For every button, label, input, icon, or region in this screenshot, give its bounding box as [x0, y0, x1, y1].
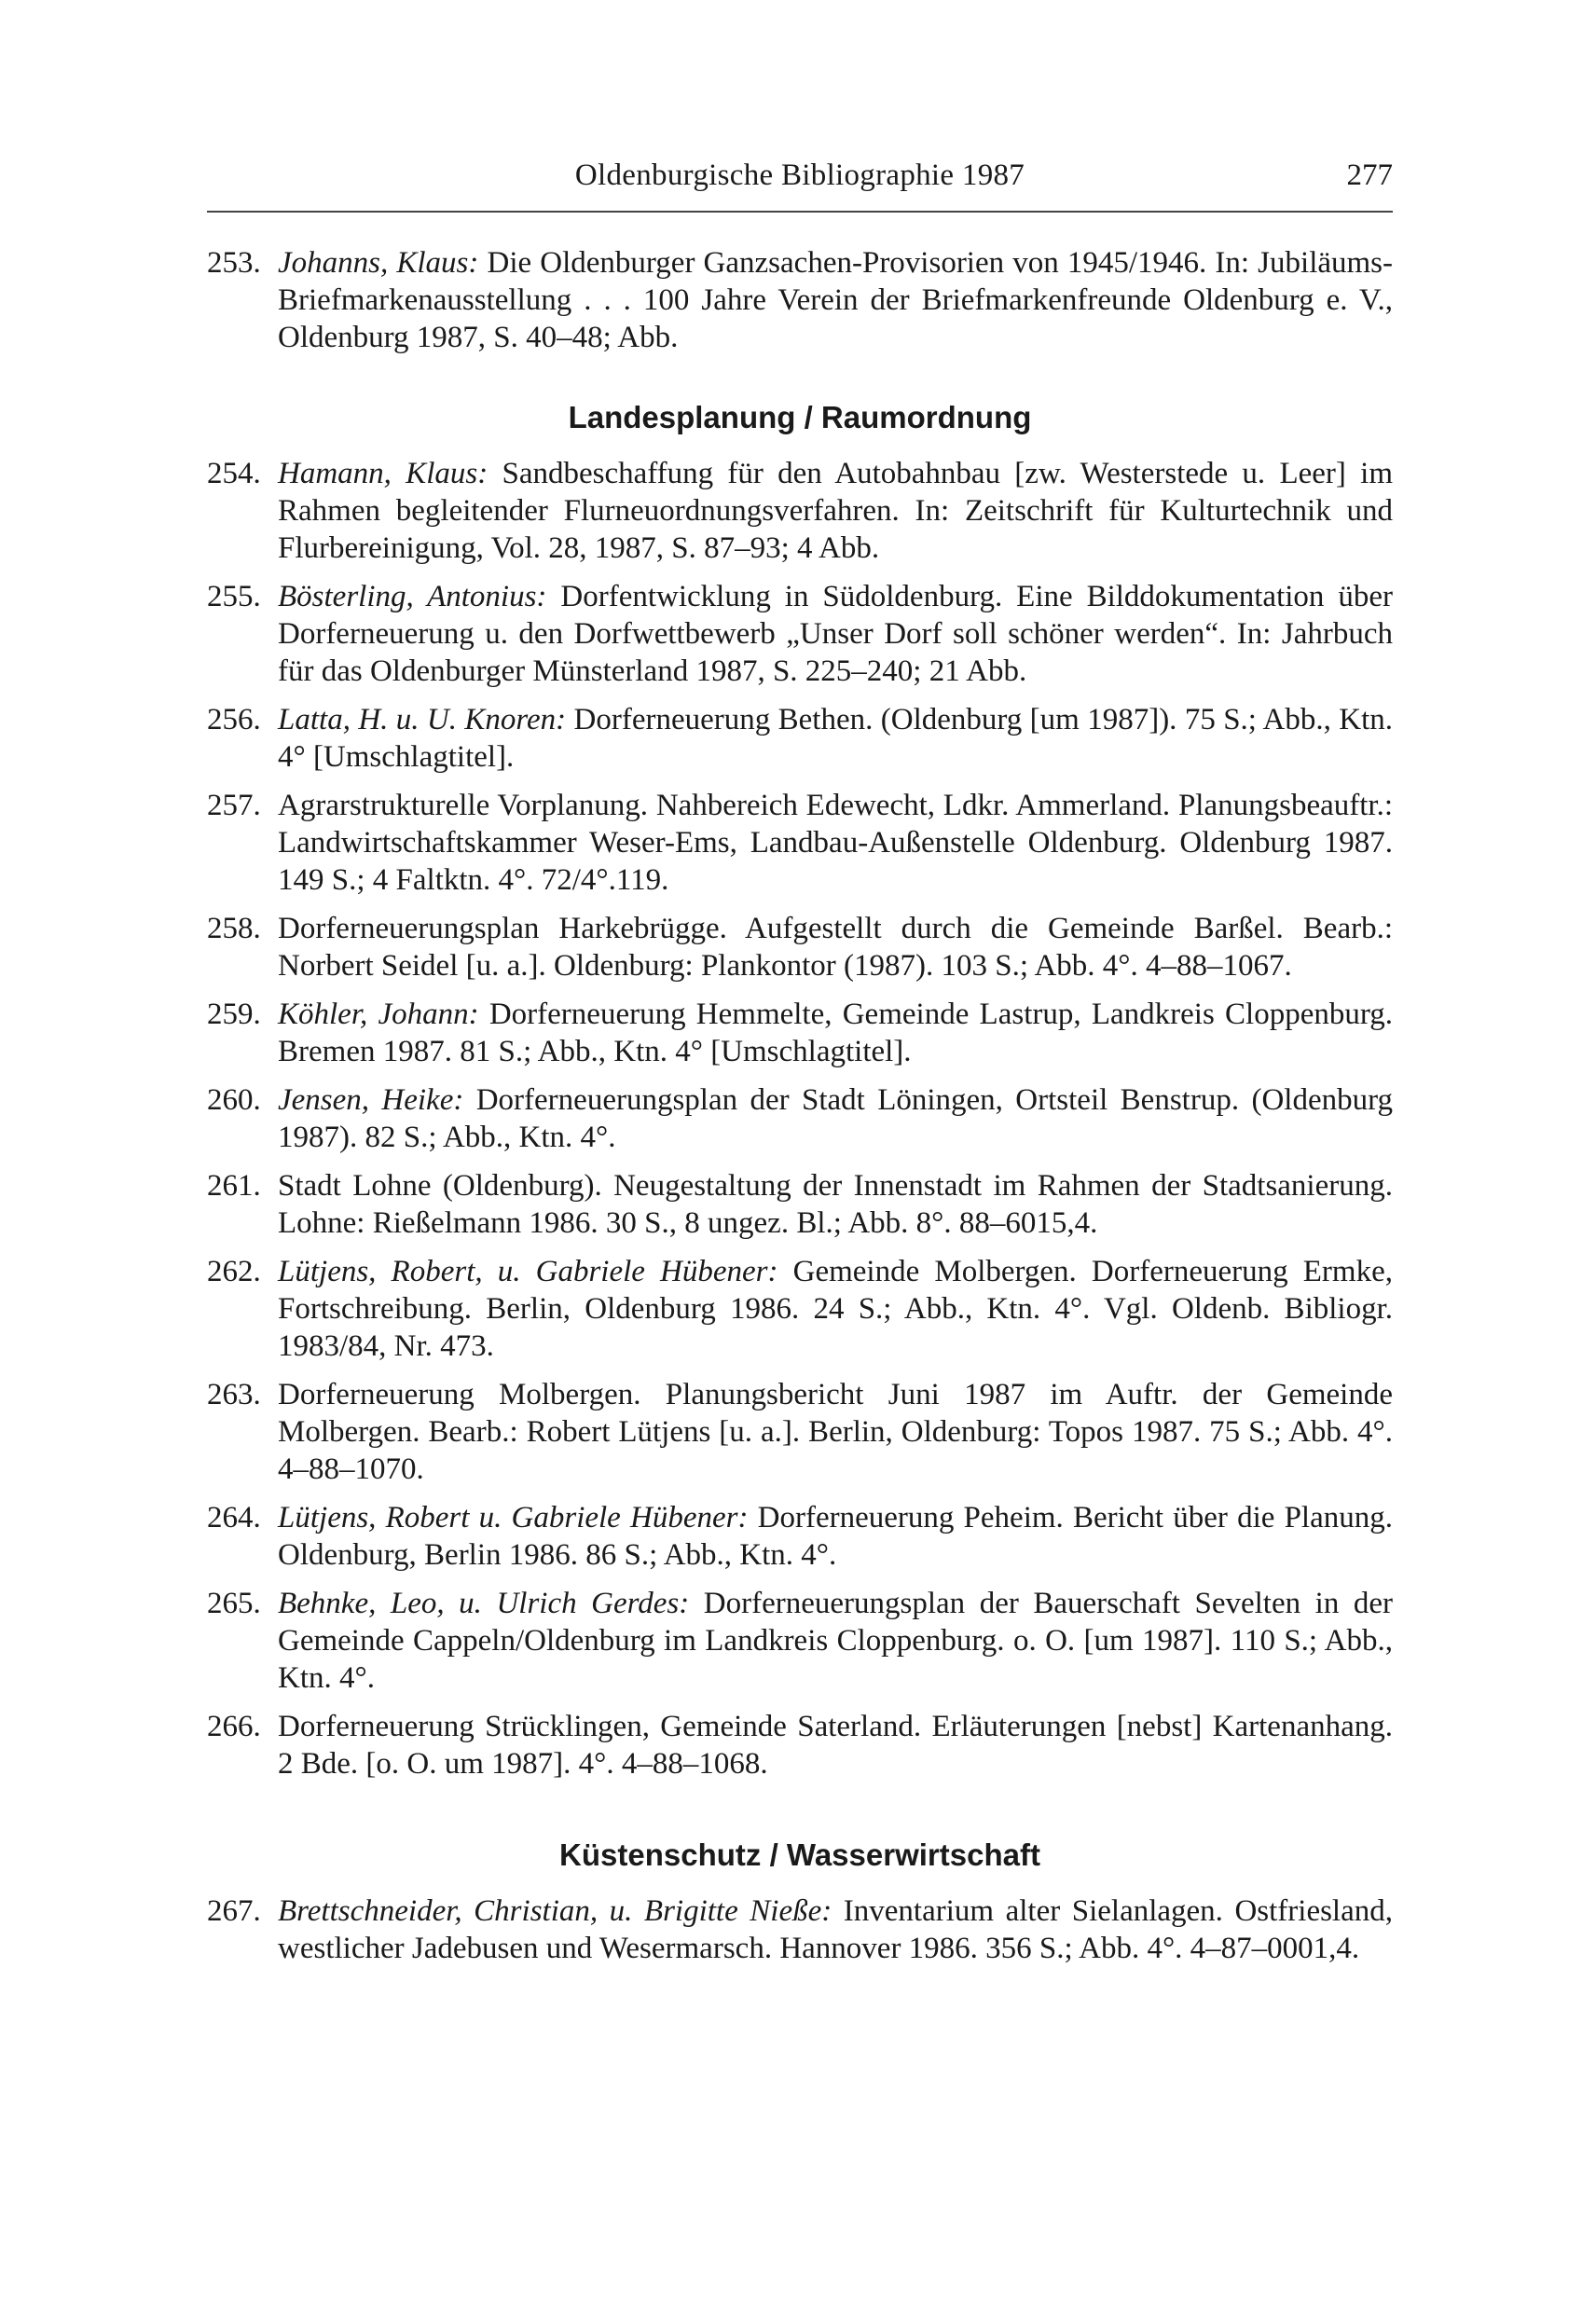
bibliography-entry-255 — [207, 578, 1393, 690]
bibliography-content — [207, 244, 1393, 1978]
bibliography-entry-259 — [207, 996, 1393, 1070]
entry-author: Bösterling, Antonius: — [278, 580, 547, 613]
bibliography-entry-263 — [207, 1376, 1393, 1488]
entry-text: Dorfentwicklung in Südoldenburg. Eine Bilddokumentation über Dorferneuerung u. den Dorfwettbewerb „Unser Dorf soll schöner werden“. In: Jahrbuch für das Oldenburger Münsterland 1987, S. 225–240; 21 Abb. — [278, 580, 1393, 688]
entry-number: 253. — [207, 246, 261, 280]
bibliography-entry-260 — [207, 1081, 1393, 1156]
entry-text: Dorferneuerung Bethen. (Oldenburg [um 1987]). 75 S.; Abb., Ktn. 4° [Umschlagtitel]. — [278, 703, 1393, 774]
entry-author: Brettschneider, Christian, u. Brigitte Nieße: — [278, 1894, 832, 1928]
bibliography-entry-256 — [207, 701, 1393, 776]
bibliography-entry-253 — [207, 244, 1393, 356]
entry-text: Dorferneuerung Peheim. Bericht über die Planung. Oldenburg, Berlin 1986. 86 S.; Abb., Ktn. 4°. — [278, 1501, 1393, 1572]
bibliography-entry-261 — [207, 1167, 1393, 1242]
entry-author: Lütjens, Robert, u. Gabriele Hübener: — [278, 1255, 778, 1288]
entry-text: Dorferneuerungsplan Harkebrügge. Aufgestellt durch die Gemeinde Barßel. Bearb.: Norbert Seidel [u. a.]. Oldenburg: Plankontor (1987). 103 S.; Abb. 4°. 4–88–1067. — [278, 912, 1393, 983]
entry-number: 264. — [207, 1501, 261, 1534]
entry-number: 261. — [207, 1169, 261, 1203]
entry-text: Dorferneuerung Hemmelte, Gemeinde Lastrup, Landkreis Cloppenburg. Bremen 1987. 81 S.; Abb., Ktn. 4° [Umschlagtitel]. — [278, 998, 1393, 1068]
bibliography-entry-264 — [207, 1499, 1393, 1574]
bibliography-entry-254 — [207, 455, 1393, 567]
entry-text: Dorferneuerungsplan der Stadt Löningen, Ortsteil Benstrup. (Oldenburg 1987). 82 S.; Abb., Ktn. 4°. — [278, 1083, 1393, 1154]
entry-author: Hamann, Klaus: — [278, 457, 488, 490]
entry-author: Jensen, Heike: — [278, 1083, 464, 1117]
entry-number: 260. — [207, 1083, 261, 1117]
entry-number: 256. — [207, 703, 261, 736]
entry-number: 263. — [207, 1378, 261, 1411]
entry-author: Köhler, Johann: — [278, 998, 479, 1031]
bibliography-entry-262 — [207, 1253, 1393, 1365]
entry-number: 257. — [207, 789, 261, 822]
entry-text: Die Oldenburger Ganzsachen-Provisorien von 1945/1946. In: Jubiläums-Briefmarkenausstellung . . . 100 Jahre Verein der Briefmarkenfreunde Oldenburg e. V., Oldenburg 1987, S. 40–48; Abb. — [278, 246, 1394, 354]
entry-author: Lütjens, Robert u. Gabriele Hübener: — [278, 1501, 749, 1534]
entry-number: 265. — [207, 1587, 261, 1620]
entry-text: Agrarstrukturelle Vorplanung. Nahbereich Edewecht, Ldkr. Ammerland. Planungsbeauftr.: Landwirtschaftskammer Weser-Ems, Landbau-Außenstelle Oldenburg. Oldenburg 1987. 149 S.; 4 Faltktn. 4°. 72/4°.119. — [278, 789, 1393, 897]
entry-number: 266. — [207, 1710, 261, 1743]
entry-number: 255. — [207, 580, 261, 613]
running-title: Oldenburgische Bibliographie 1987 — [574, 158, 1025, 192]
entry-text: Gemeinde Molbergen. Dorferneuerung Ermke, Fortschreibung. Berlin, Oldenburg 1986. 24 S.; Abb., Ktn. 4°. Vgl. Oldenb. Bibliogr. 1983/84, Nr. 473. — [278, 1255, 1393, 1363]
entry-number: 259. — [207, 998, 261, 1031]
bibliography-entry-258 — [207, 910, 1393, 984]
entry-text: Sandbeschaffung für den Autobahnbau [zw. Westerstede u. Leer] im Rahmen begleitender Flurneuordnungsverfahren. In: Zeitschrift für Kulturtechnik und Flurbereinigung, Vol. 28, 1987, S. 87–93; 4 Abb. — [278, 457, 1393, 565]
entry-text: Dorferneuerung Molbergen. Planungsbericht Juni 1987 im Auftr. der Gemeinde Molbergen. Bearb.: Robert Lütjens [u. a.]. Berlin, Oldenburg: Topos 1987. 75 S.; Abb. 4°. 4–88–1070. — [278, 1378, 1393, 1486]
entry-text: Inventarium alter Sielanlagen. Ostfriesland, westlicher Jadebusen und Wesermarsch. Hannover 1986. 356 S.; Abb. 4°. 4–87–0001,4. — [278, 1894, 1393, 1965]
entry-author: Behnke, Leo, u. Ulrich Gerdes: — [278, 1587, 690, 1620]
entry-number: 258. — [207, 912, 261, 945]
entry-number: 254. — [207, 457, 261, 490]
entry-number: 267. — [207, 1894, 261, 1928]
page-number: 277 — [1346, 158, 1393, 192]
section-heading-landesplanung: Landesplanung / Raumordnung — [568, 400, 1032, 434]
entry-author: Latta, H. u. U. Knoren: — [278, 703, 567, 736]
entry-author: Johanns, Klaus: — [278, 246, 479, 280]
bibliography-entry-265 — [207, 1585, 1393, 1697]
entry-text: Stadt Lohne (Oldenburg). Neugestaltung der Innenstadt im Rahmen der Stadtsanierung. Lohne: Rießelmann 1986. 30 S., 8 ungez. Bl.; Abb. 8°. 88–6015,4. — [278, 1169, 1393, 1240]
bibliography-entry-266 — [207, 1708, 1393, 1782]
entry-number: 262. — [207, 1255, 261, 1288]
entry-text: Dorferneuerungsplan der Bauerschaft Sevelten in der Gemeinde Cappeln/Oldenburg im Landkreis Cloppenburg. o. O. [um 1987]. 110 S.; Abb., Ktn. 4°. — [278, 1587, 1393, 1695]
section-heading-kuestenschutz: Küstenschutz / Wasserwirtschaft — [559, 1837, 1040, 1872]
entry-text: Dorferneuerung Strücklingen, Gemeinde Saterland. Erläuterungen [nebst] Kartenanhang. 2 Bde. [o. O. um 1987]. 4°. 4–88–1068. — [278, 1710, 1393, 1781]
running-header — [207, 151, 1393, 213]
bibliography-entry-257 — [207, 787, 1393, 899]
bibliography-entry-267 — [207, 1892, 1393, 1967]
